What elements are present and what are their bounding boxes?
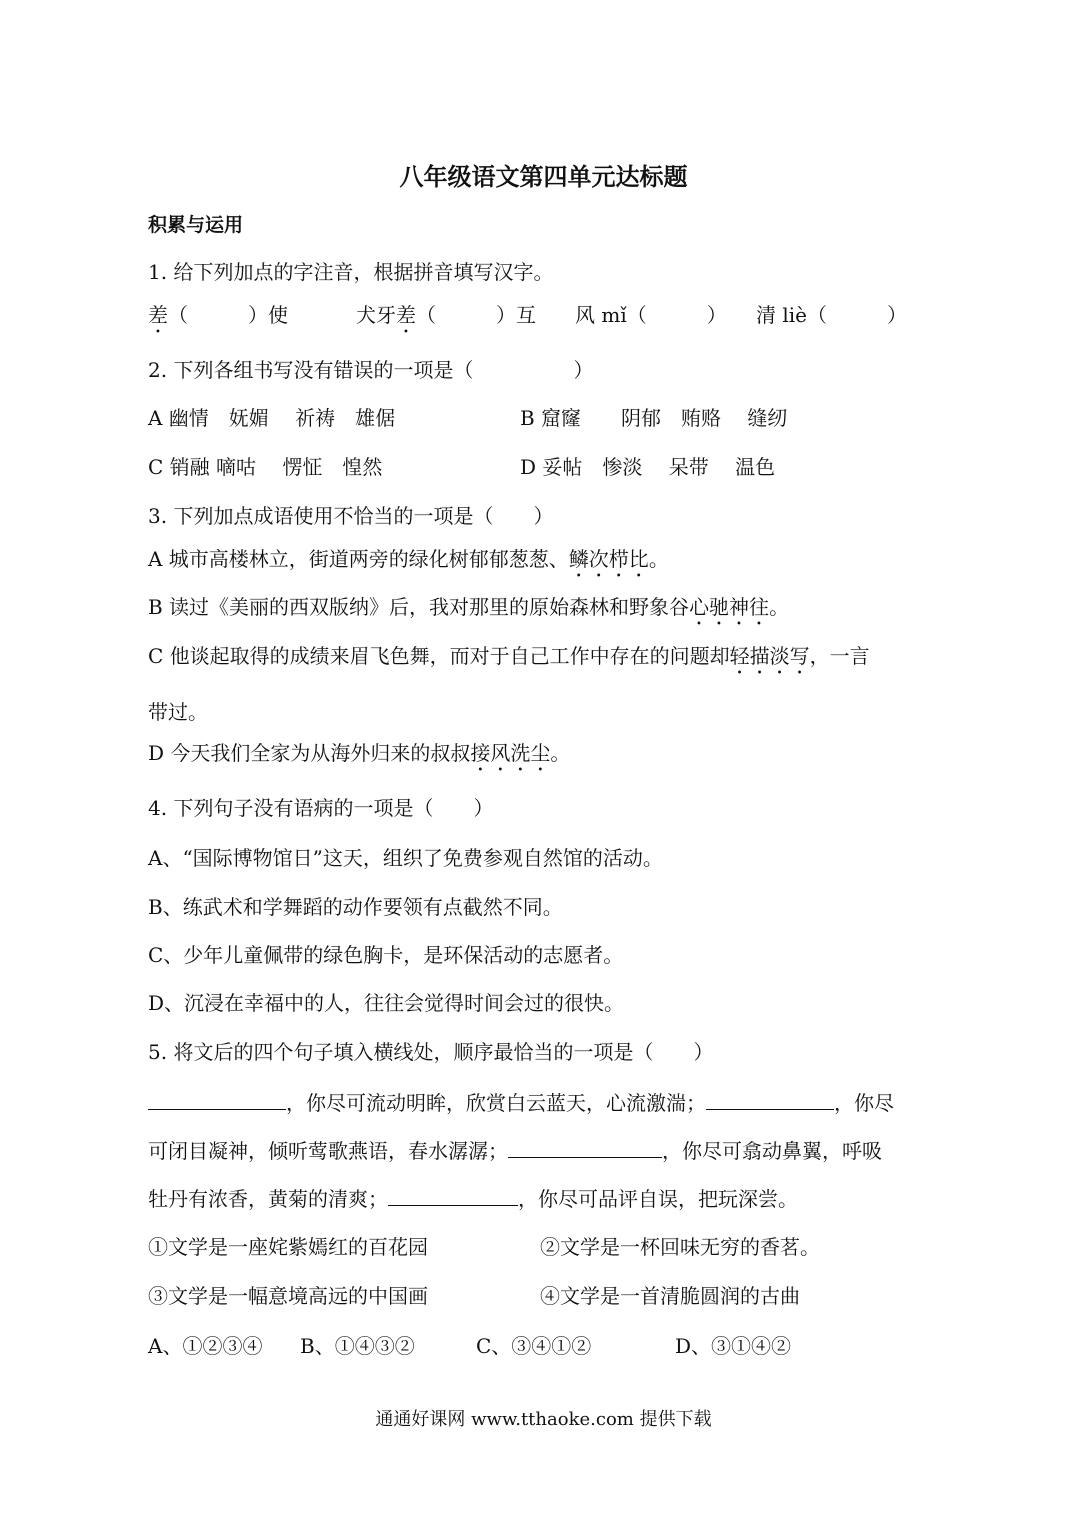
q5-option-b: B、①④③② bbox=[300, 1334, 415, 1358]
q3-stem: 3. 下列加点成语使用不恰当的一项是（ ） bbox=[148, 504, 554, 528]
q5-sentence-1: ①文学是一座姹紫嫣红的百花园 bbox=[148, 1235, 428, 1259]
q5-sentence-2: ②文学是一杯回味无穷的香茗。 bbox=[540, 1235, 820, 1259]
q5-option-a: A、①②③④ bbox=[148, 1334, 263, 1358]
q2-stem: 2. 下列各组书写没有错误的一项是（ ） bbox=[148, 358, 594, 382]
q3-c-idiom: 轻描淡写 bbox=[729, 644, 810, 668]
q3-option-c bbox=[148, 643, 870, 679]
q1-b-pre: 犬牙 bbox=[356, 303, 396, 327]
q4-option-c: C、少年儿童佩带的绿色胸卡，是环保活动的志愿者。 bbox=[148, 943, 624, 967]
q3-option-b bbox=[148, 594, 789, 630]
answer-blank[interactable] bbox=[706, 1091, 834, 1110]
q1-item-c: 风 mǐ（ ） bbox=[575, 303, 727, 327]
answer-blank[interactable] bbox=[148, 1091, 286, 1110]
page-title: 八年级语文第四单元达标题 bbox=[399, 163, 688, 191]
q4-option-d: D、沉浸在幸福中的人，往往会觉得时间会过的很快。 bbox=[148, 991, 625, 1015]
answer-blank[interactable] bbox=[508, 1139, 662, 1158]
q5-option-d: D、③①④② bbox=[675, 1334, 792, 1358]
q3-option-d bbox=[148, 740, 570, 776]
q3-c-post: ，一言 bbox=[809, 644, 870, 668]
q5-passage-line3 bbox=[148, 1186, 798, 1212]
q5-p1b: ，你尽 bbox=[834, 1091, 894, 1115]
q1-a-rest: （ ）使 bbox=[168, 303, 288, 327]
q1-items bbox=[148, 302, 288, 338]
q1-stem: 1. 给下列加点的字注音，根据拼音填写汉字。 bbox=[148, 260, 554, 284]
q3-b-post: 。 bbox=[769, 595, 790, 619]
q3-d-pre: D 今天我们全家为从海外归来的叔叔 bbox=[148, 741, 471, 765]
q2-option-a: A 幽情 妩媚 祈祷 雄倨 bbox=[148, 406, 396, 430]
q1-b-rest: （ ）互 bbox=[416, 303, 536, 327]
q3-d-post: 。 bbox=[550, 741, 571, 765]
page-footer: 通通好课网 www.tthaoke.com 提供下载 bbox=[375, 1409, 712, 1430]
q5-stem: 5. 将文后的四个句子填入横线处，顺序最恰当的一项是（ ） bbox=[148, 1040, 714, 1064]
q5-sentence-3: ③文学是一幅意境高远的中国画 bbox=[148, 1284, 428, 1308]
q5-p3b: ，你尽可品评自误，把玩深尝。 bbox=[518, 1187, 798, 1211]
q3-b-pre: B 读过《美丽的西双版纳》后，我对那里的原始森林和野象谷 bbox=[148, 595, 690, 619]
q5-option-c: C、③④①② bbox=[476, 1334, 592, 1358]
q2-option-d: D 妥帖 惨淡 呆带 温色 bbox=[520, 455, 776, 479]
q4-option-b: B、练武术和学舞蹈的动作要领有点截然不同。 bbox=[148, 895, 563, 919]
q4-stem: 4. 下列句子没有语病的一项是（ ） bbox=[148, 796, 494, 820]
q5-p2a: 可闭目凝神，倾听莺歌燕语，春水潺潺； bbox=[148, 1139, 508, 1163]
q3-option-a bbox=[148, 546, 669, 582]
q4-option-a: A、“国际博物馆日”这天，组织了免费参观自然馆的活动。 bbox=[148, 846, 663, 870]
q3-b-idiom: 心驰神往 bbox=[689, 595, 770, 619]
q1-item-d: 清 liè（ ） bbox=[756, 303, 907, 327]
q5-passage-line2 bbox=[148, 1138, 882, 1164]
section-heading: 积累与运用 bbox=[148, 214, 244, 236]
q5-sentence-4: ④文学是一首清脆圆润的古曲 bbox=[540, 1284, 800, 1308]
q5-p2b: ，你尽可翕动鼻翼，呼吸 bbox=[662, 1139, 882, 1163]
q3-a-idiom: 鳞次栉比 bbox=[568, 547, 649, 571]
q5-passage-line1 bbox=[148, 1090, 894, 1116]
q3-d-idiom: 接风洗尘 bbox=[470, 741, 551, 765]
q3-c-pre: C 他谈起取得的成绩来眉飞色舞，而对于自己工作中存在的问题却 bbox=[148, 644, 730, 668]
q3-a-post: 。 bbox=[648, 547, 669, 571]
q1-a-dotted: 差 bbox=[148, 303, 168, 327]
q2-option-b: B 窟窿 阴郁 贿赂 缝纫 bbox=[520, 406, 788, 430]
q3-option-c-cont: 带过。 bbox=[148, 700, 208, 724]
q5-p3a: 牡丹有浓香，黄菊的清爽； bbox=[148, 1187, 388, 1211]
q5-p1a: ，你尽可流动明眸，欣赏白云蓝天，心流激湍； bbox=[286, 1091, 706, 1115]
q1-item-b bbox=[356, 302, 536, 338]
q2-option-c: C 销融 嘀咕 愣怔 惶然 bbox=[148, 455, 383, 479]
answer-blank[interactable] bbox=[388, 1187, 518, 1206]
q3-a-pre: A 城市高楼林立，街道两旁的绿化树郁郁葱葱、 bbox=[148, 547, 569, 571]
q1-b-dotted: 差 bbox=[396, 303, 416, 327]
